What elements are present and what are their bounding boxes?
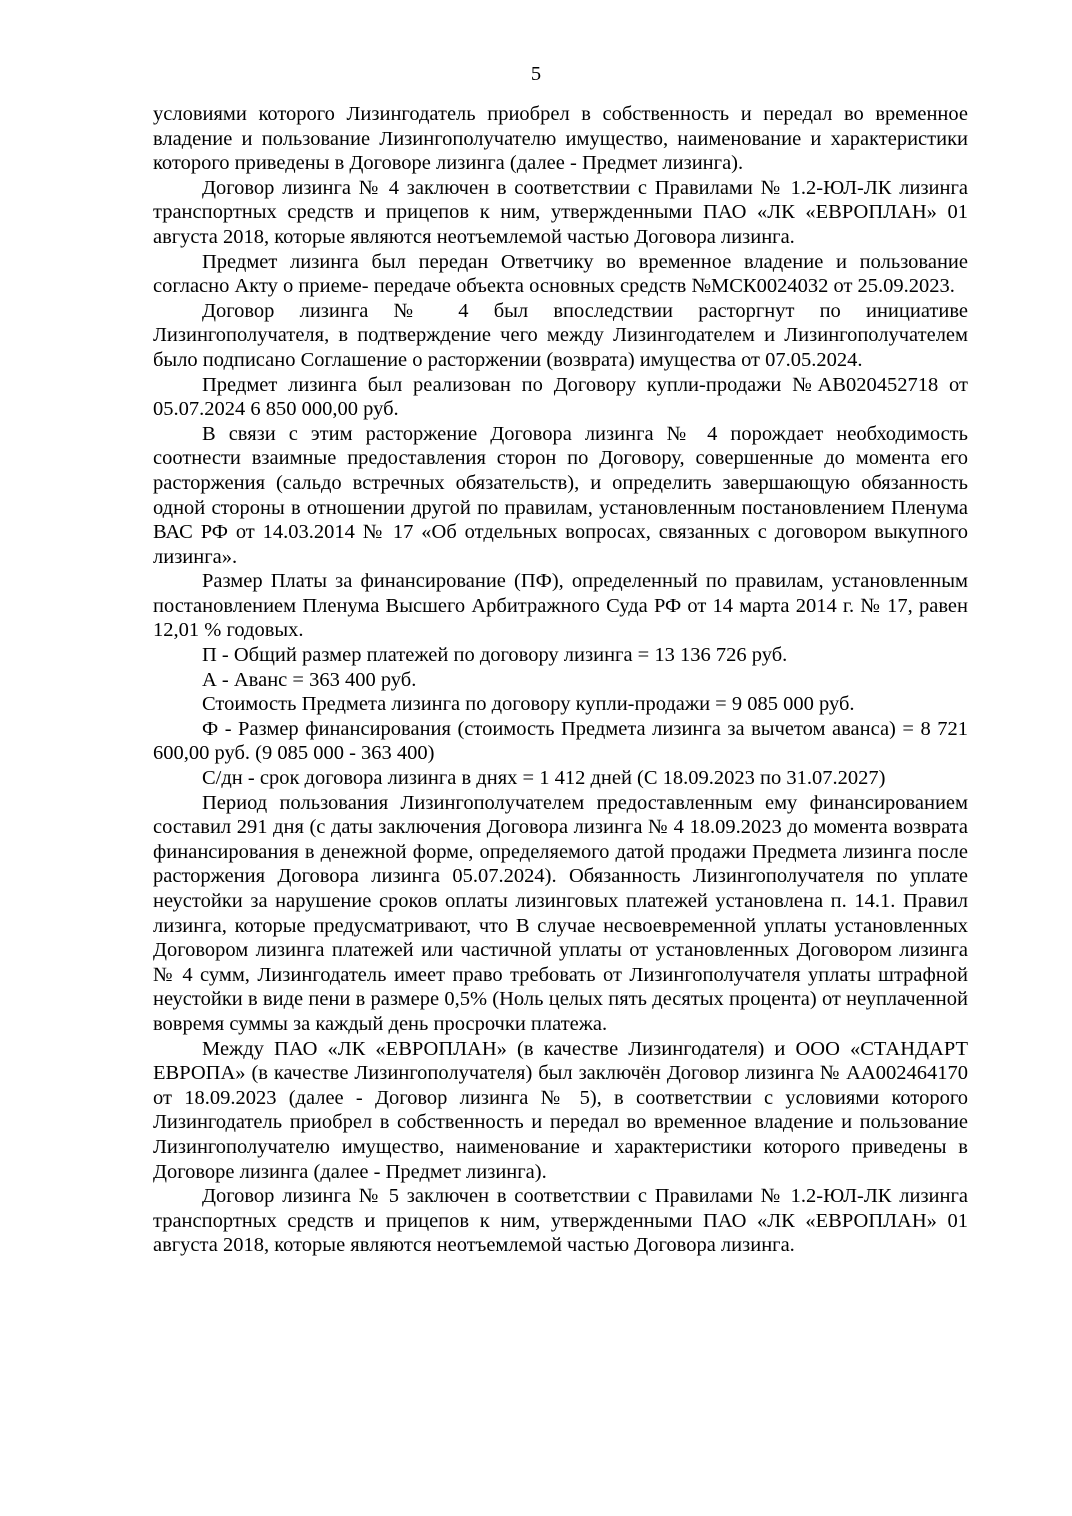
paragraph-lease-4-continuation: условиями которого Лизингодатель приобрел в собственность и передал во временное владение и пользование Лизингополучателю имущество, наименование и характеристики которого приведены в Договоре лизинга (далее - Предмет лизинга). [153,103,968,175]
paragraph-sale-price: Стоимость Предмета лизинга по договору купли-продажи = 9 085 000 руб. [202,693,855,716]
paragraph-lease-4-sale: Предмет лизинга был реализован по Договору купли-продажи №АВ020452718 от 05.07.2024 6 850 000,00 руб. [153,373,968,421]
paragraph-balance-obligations: В связи с этим расторжение Договора лизинга № 4 порождает необходимость соотнести взаимные предоставления сторон по Договору, совершенные до момента его расторжения (сальдо встречных обязательств), и определить завершающую обязанность одной стороны в отношении другой по правилам, установленным постановлением Пленума ВАС РФ от 14.03.2014 № 17 «Об отдельных вопросах, связанных с договором выкупного лизинга». [153,422,968,568]
paragraph-lease-4-rules: Договор лизинга № 4 заключен в соответствии с Правилами № 1.2-ЮЛ-ЛК лизинга транспортных средств и прицепов к ним, утвержденными ПАО «ЛК «ЕВРОПЛАН» 01 августа 2018, которые являются неотъемлемой частью Договора лизинга. [153,176,968,248]
paragraph-usage-period-penalty: Период пользования Лизингополучателем предоставленным ему финансированием составил 291 дня (с даты заключения Договора лизинга № 4 18.09.2023 до момента возврата финансирования в денежной форме, определяемого датой продажи Предмета лизинга после расторжения Договора лизинга 05.07.2024). Обязанность Лизингополучателя по уплате неустойки за нарушение сроков оплаты лизинговых платежей установлена п. 14.1. Правил лизинга, которые предусматривают, что В случае несвоевременной уплаты установленных Договором лизинга платежей или частичной уплаты от установленных Договором лизинга № 4 сумм, Лизингодатель имеет право требовать от Лизингополучателя уплаты штрафной неустойки в виде пени в размере 0,5% (Ноль целых пять десятых процента) от неуплаченной вовремя суммы за каждый день просрочки платежа. [153,791,968,1035]
document-body [153,102,968,1258]
paragraph-total-payments: П - Общий размер платежей по договору лизинга = 13 136 726 руб. [202,644,788,667]
paragraph-lease-4-termination: Договор лизинга № 4 был впоследствии расторгнут по инициативе Лизингополучателя, в подтверждение чего между Лизингодателем и Лизингополучателем было подписано Соглашение о расторжении (возврата) имущества от 07.05.2024. [153,299,968,371]
paragraph-financing-amount: Ф - Размер финансирования (стоимость Предмета лизинга за вычетом аванса) = 8 721 600,00 руб. (9 085 000 - 363 400) [153,717,968,765]
paragraph-lease-5-rules: Договор лизинга № 5 заключен в соответствии с Правилами № 1.2-ЮЛ-ЛК лизинга транспортных средств и прицепов к ним, утвержденными ПАО «ЛК «ЕВРОПЛАН» 01 августа 2018, которые являются неотъемлемой частью Договора лизинга. [153,1185,968,1257]
paragraph-lease-5-contract: Между ПАО «ЛК «ЕВРОПЛАН» (в качестве Лизингодателя) и ООО «СТАНДАРТ ЕВРОПА» (в качестве Лизингополучателя) был заключён Договор лизинга № АА002464170 от 18.09.2023 (далее - Договор лизинга № 5), в соответствии с условиями которого Лизингодатель приобрел в собственность и передал во временное владение и пользование Лизингополучателю имущество, наименование и характеристики которого приведены в Договоре лизинга (далее - Предмет лизинга). [153,1037,968,1183]
paragraph-lease-term-days: С/дн - срок договора лизинга в днях = 1 412 дней (С 18.09.2023 по 31.07.2027) [202,767,886,790]
paragraph-advance: А - Аванс = 363 400 руб. [202,668,417,691]
page-number: 5 [530,63,542,85]
paragraph-lease-4-transfer: Предмет лизинга был передан Ответчику во временное владение и пользование согласно Акту о приеме- передаче объекта основных средств №МСК0024032 от 25.09.2023. [153,250,968,298]
paragraph-financing-fee: Размер Платы за финансирование (ПФ), определенный по правилам, установленным постановлением Пленума Высшего Арбитражного Суда РФ от 14 марта 2014 г. № 17, равен 12,01 % годовых. [153,570,968,642]
